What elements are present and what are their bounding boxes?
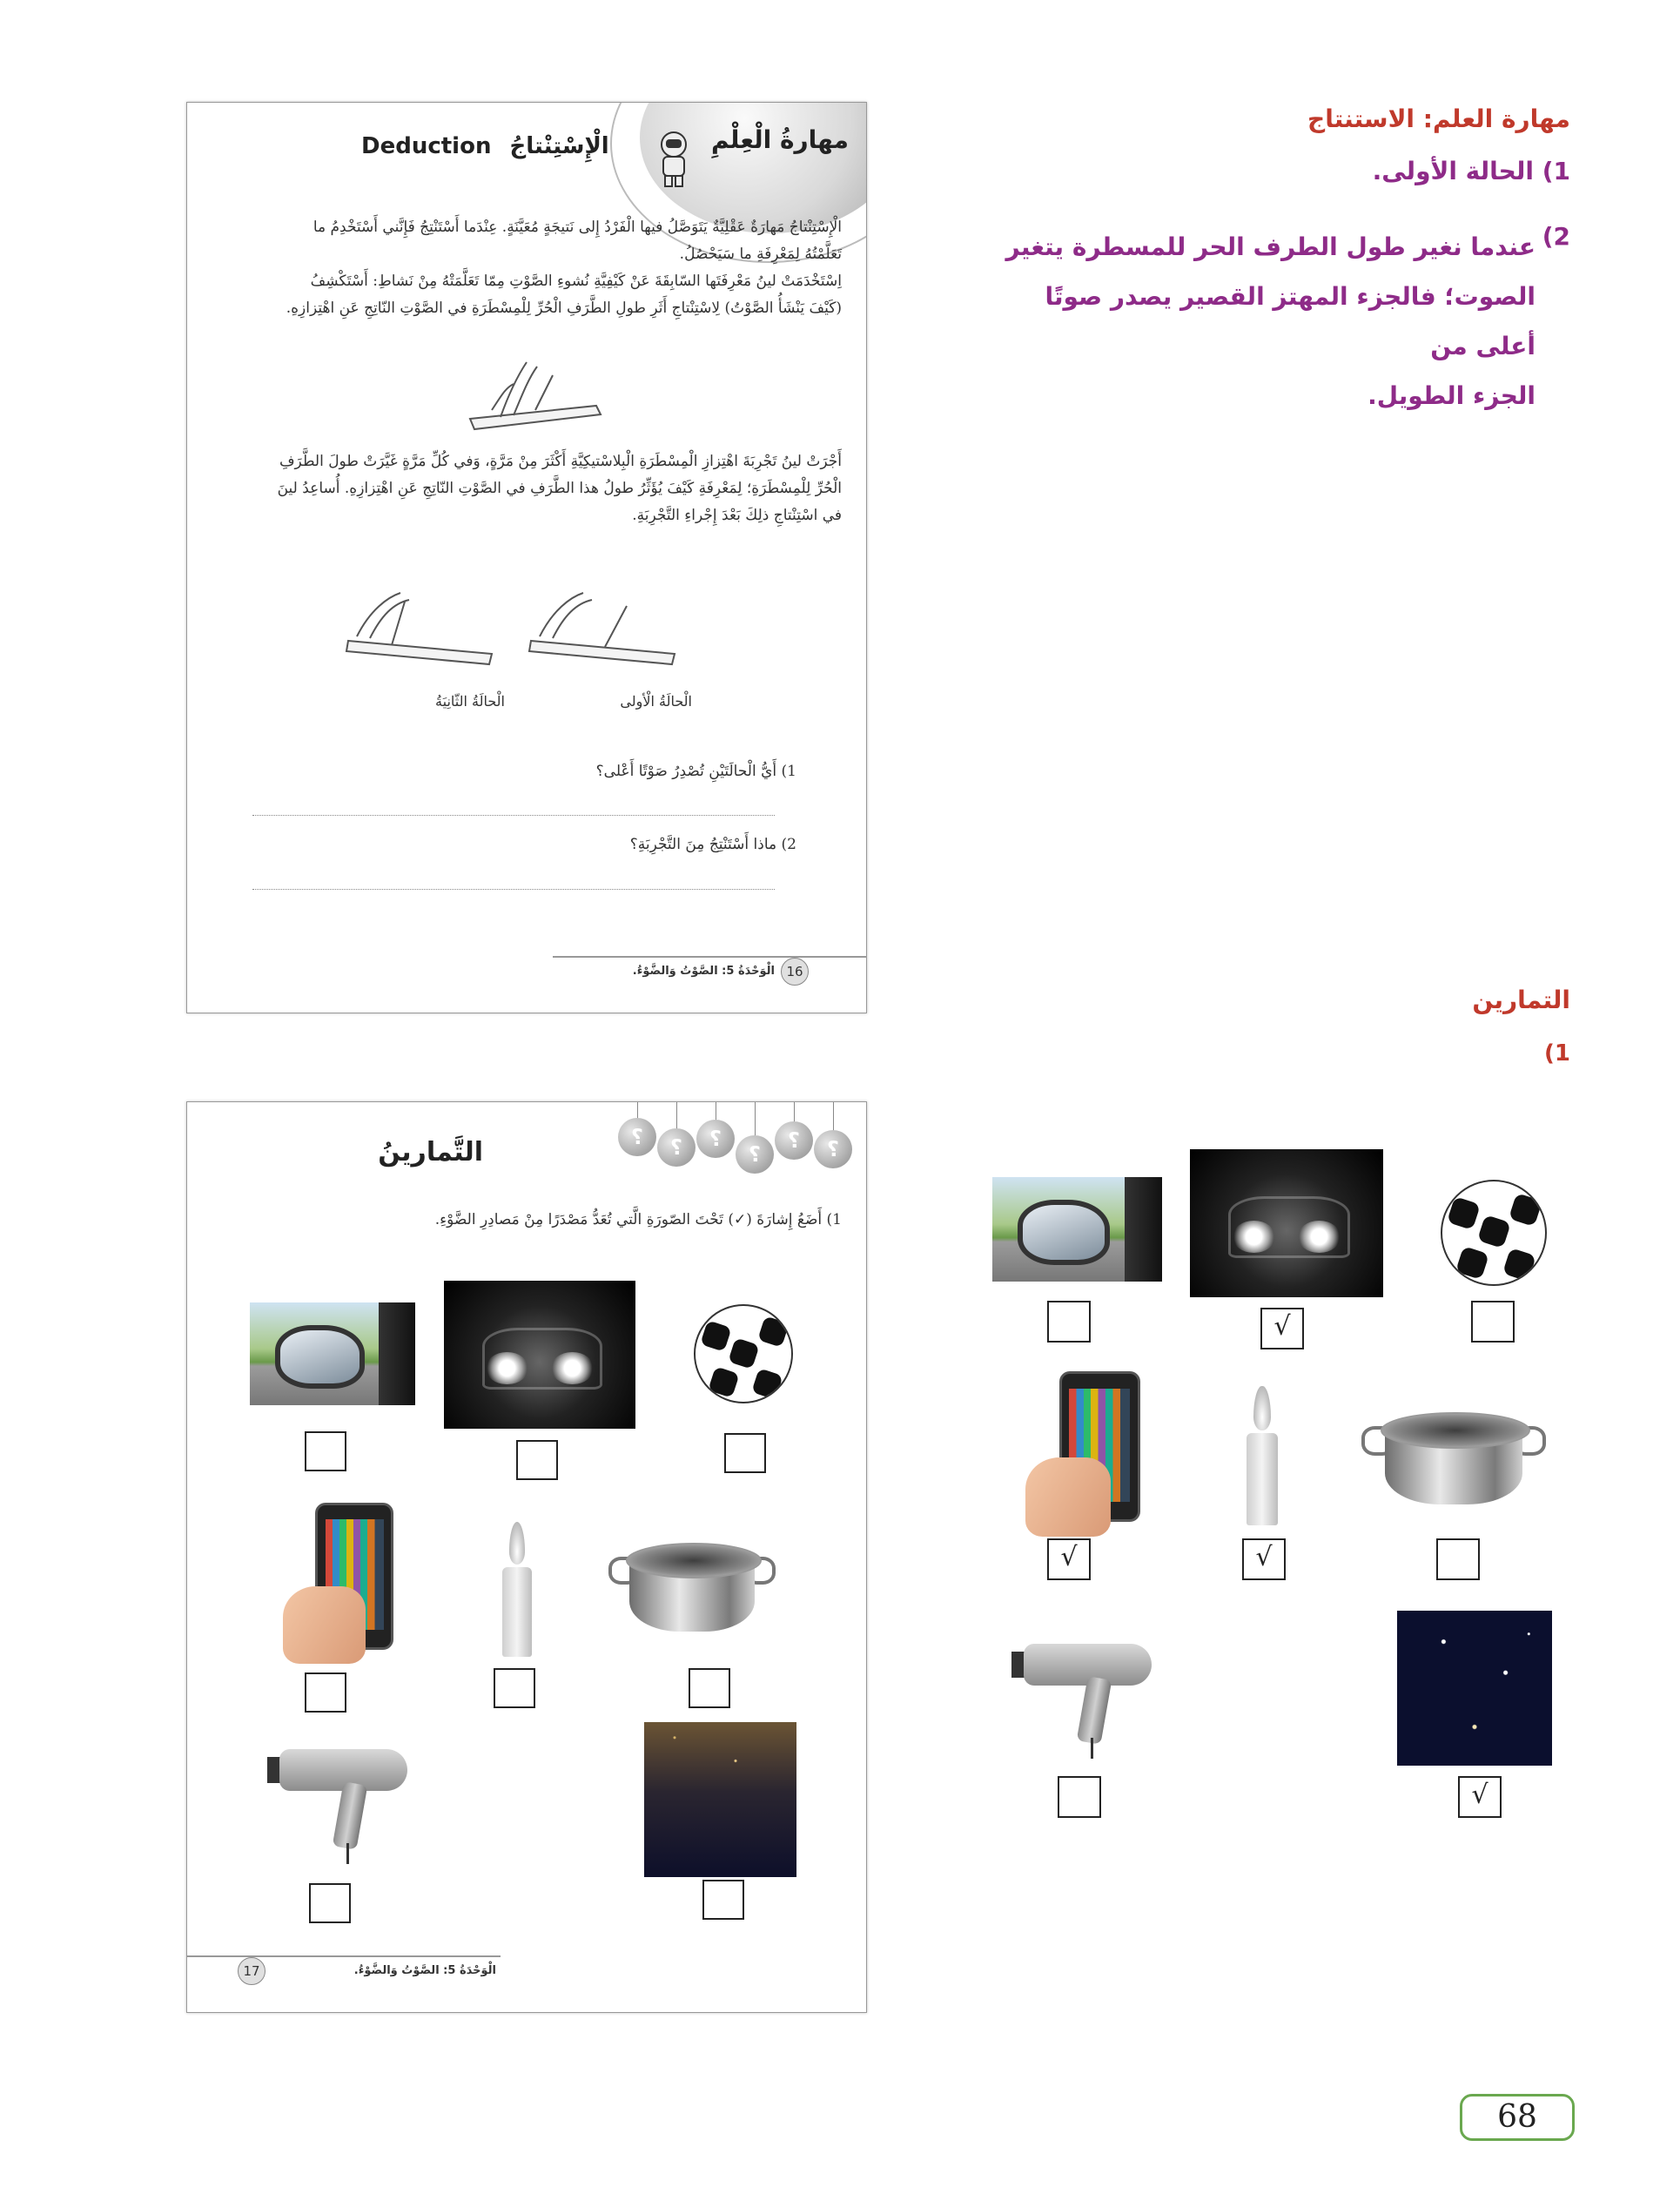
page-number-badge: 68: [1460, 2094, 1575, 2141]
string: [833, 1102, 834, 1132]
case-2-caption: الْحالَةُ الثّانِيَةُ: [435, 693, 505, 710]
unit-footer: الْوَحْدَةُ 5: الصَّوْتُ وَالضَّوْءُ.: [632, 965, 775, 978]
para-line: أَجْرَتْ لينُ تَجْرِبَةَ اهْتِزازِ الْمِسْطَرَةِ الْبِلاسْتيكِيَّةِ أَكْثَرَ مِنْ مَرَّةٍ، وَفي كُلِّ مَرَّةٍ غَيَّرَتْ طولَ الطَّرَفِ: [279, 453, 842, 470]
answer-checkbox-car-lights[interactable]: √: [1260, 1308, 1304, 1349]
ruler-illustration: [466, 358, 605, 445]
answer-2-line: عندما نغير طول الطرف الحر للمسطرة يتغير: [1005, 232, 1536, 261]
question-1: 1) أَيُّ الْحالَتَيْنِ تُصْدِرُ صَوْتًا أَعْلى؟: [595, 763, 796, 780]
textbook-page-16: [186, 102, 867, 1013]
checkbox-car-lights[interactable]: [516, 1440, 558, 1480]
answer-checkbox-mirror[interactable]: [1047, 1301, 1091, 1343]
para-line: الْإِسْتِنْتاجُ مَهارَةٌ عَقْلِيَّةٌ يَتَوَصَّلُ فيها الْفَرْدُ إِلى نَتيجَةٍ مُعَيَّنَةٍ. عِنْدَما أَسْتَنْتِجُ فَإِنَّني أَسْتَخْدِمُ ما: [312, 219, 842, 236]
answer-checkbox-candle[interactable]: √: [1242, 1538, 1286, 1580]
paragraph-1: [215, 214, 842, 322]
footer-rule: [187, 1955, 501, 1957]
para-line: في اسْتِنْتاجِ ذلِكَ بَعْدَ إِجْراءِ التَّجْرِبَةِ.: [632, 507, 842, 524]
car-headlights-image: [1190, 1149, 1383, 1297]
question-ball: ؟: [657, 1128, 696, 1167]
skill-heading: مهارة العلم: الاستنتاج: [1307, 104, 1570, 133]
answer-line-2: [252, 889, 775, 890]
football-image: [694, 1304, 793, 1403]
answer-checkbox-ball[interactable]: [1471, 1301, 1515, 1343]
case-2-illustration: [339, 584, 496, 680]
para-line: الْحُرِّ لِلْمِسْطَرَةِ؛ لِمَعْرِفَةِ كَيْفَ يُؤَثِّرُ طولُ هذا الطَّرَفِ في الصَّوْتِ النّاتِجِ عَنِ اهْتِزازِهِ. أُساعِدُ لينَ: [277, 480, 842, 497]
exercises-heading: التمارين: [1472, 986, 1570, 1014]
question-ball: ؟: [618, 1118, 656, 1156]
question-ball: ؟: [814, 1130, 852, 1168]
string: [794, 1102, 795, 1123]
answer-1: 1) الحالة الأولى.: [1372, 157, 1570, 185]
football-image: [1441, 1180, 1547, 1286]
answer-2-line: الصوت؛ فالجزء المهتز القصير يصدر صوتًا أعلى من: [1045, 282, 1536, 360]
cooking-pot-image: [605, 1516, 779, 1651]
question-ball: ؟: [696, 1120, 735, 1158]
skill-title: مهارةُ الْعِلْمِ: [710, 125, 849, 154]
page-number: 16: [781, 958, 809, 986]
deduction-title: [361, 133, 609, 159]
para-line: (كَيْفَ يَنْشَأُ الصَّوْتُ) لِاسْتِنْتاجِ أَثَرِ طولِ الطَّرَفِ الْحُرِّ لِلْمِسْطَرَةِ في الصَّوْتِ النّاتِجِ عَنِ اهْتِزازِهِ.: [286, 299, 842, 317]
answer-line-1: [252, 815, 775, 816]
checkbox-stars[interactable]: [702, 1880, 744, 1920]
deduction-english: Deduction: [361, 133, 492, 159]
smartphone-image: [1025, 1371, 1147, 1537]
checkbox-mirror[interactable]: [305, 1431, 346, 1471]
answer-2-line: الجزء الطويل.: [1368, 381, 1536, 410]
checkbox-phone[interactable]: [305, 1672, 346, 1713]
answer-checkbox-dryer[interactable]: [1058, 1776, 1101, 1818]
page-number: 17: [238, 1957, 265, 1985]
astronaut-icon: [651, 129, 696, 190]
candle-image: [1227, 1380, 1297, 1528]
string: [676, 1102, 677, 1130]
hair-dryer-image: [267, 1733, 420, 1864]
deduction-arabic: الْإِسْتِنْتاجُ: [509, 133, 609, 159]
para-line: تَعَلَّمْتُهُ لِمَعْرِفَةِ ما سَيَحْصُلُ.: [679, 246, 842, 263]
unit-footer: الْوَحْدَةُ 5: الصَّوْتُ وَالضَّوْءُ.: [353, 1964, 496, 1977]
checkbox-ball[interactable]: [724, 1433, 766, 1473]
car-headlights-image: [444, 1281, 635, 1429]
hair-dryer-image: [1011, 1628, 1164, 1759]
para-line: اِسْتَخْدَمَتْ لينُ مَعْرِفَتَها السّابِقَةَ عَنْ كَيْفِيَّةِ نُشوءِ الصَّوْتِ مِمّا تَعَلَّمَتْهُ مِنْ نَشاطِ: أَسْتَكْشِفُ: [310, 273, 842, 290]
checkbox-pot[interactable]: [689, 1668, 730, 1708]
answer-checkbox-pot[interactable]: [1436, 1538, 1480, 1580]
checkbox-dryer[interactable]: [309, 1883, 351, 1923]
question-2: 2) ماذا أَسْتَنْتِجُ مِنَ التَّجْرِبَةِ؟: [629, 836, 796, 853]
question-ball: ؟: [736, 1135, 774, 1174]
paragraph-2: [215, 448, 842, 529]
candle-image: [483, 1516, 551, 1659]
night-sky-image: [644, 1722, 796, 1877]
exercises-title: التَّمارينُ: [378, 1137, 483, 1168]
question-ball: ؟: [775, 1121, 813, 1160]
string: [755, 1102, 756, 1137]
exercise-1-number: 1): [1544, 1040, 1570, 1067]
answer-checkbox-phone[interactable]: √: [1047, 1538, 1091, 1580]
case-1-illustration: [522, 584, 679, 680]
car-mirror-image: [250, 1302, 415, 1405]
cooking-pot-image: [1358, 1384, 1549, 1524]
smartphone-image: [283, 1503, 400, 1664]
case-1-caption: الْحالَةُ الْأولى: [620, 693, 692, 710]
footer-rule: [553, 956, 866, 958]
answer-2-number: 2): [1542, 222, 1570, 251]
answer-checkbox-stars[interactable]: √: [1458, 1776, 1502, 1818]
string: [637, 1102, 638, 1120]
car-mirror-image: [992, 1177, 1162, 1282]
answer-2: [996, 222, 1536, 421]
checkbox-candle[interactable]: [494, 1668, 535, 1708]
textbook-page-17: [186, 1101, 867, 2013]
exercise-instruction: 1) أَضَعُ إِشارَةَ (✓) تَحْتَ الصّورَةِ الَّتي تُعَدُّ مَصْدَرًا مِنْ مَصادِرِ الضَّوْءِ.: [434, 1211, 842, 1228]
night-sky-image: [1397, 1611, 1552, 1766]
